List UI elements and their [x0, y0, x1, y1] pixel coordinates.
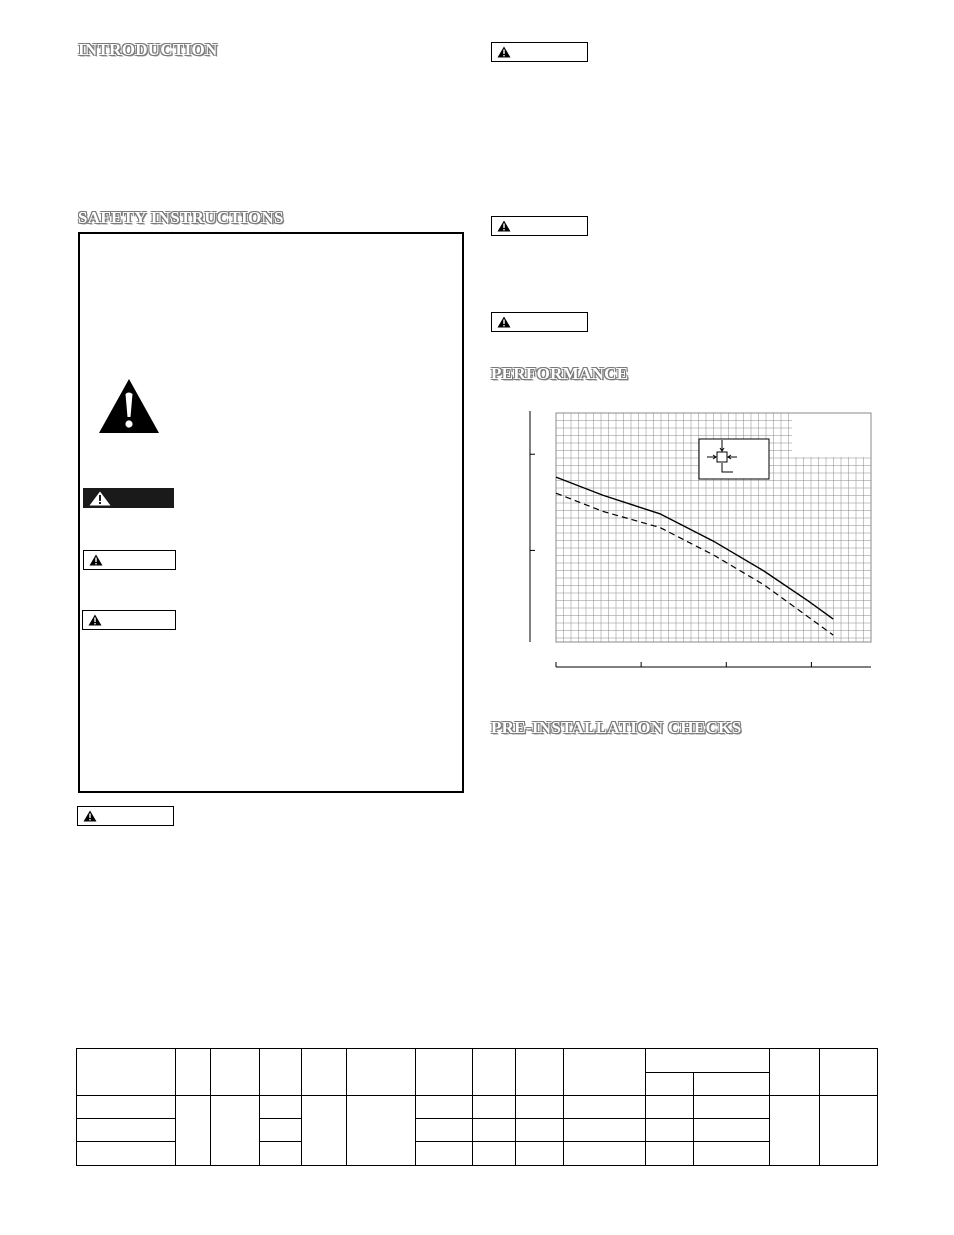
table-cell [516, 1096, 564, 1119]
table-cell [646, 1049, 770, 1073]
introduction-heading: INTRODUCTION [78, 40, 218, 59]
table-cell [302, 1096, 347, 1166]
axis-ticks [530, 454, 811, 667]
table-cell [516, 1049, 564, 1096]
warning-triangle-icon [497, 46, 511, 58]
table-cell [416, 1119, 473, 1142]
table-cell [770, 1049, 820, 1096]
chart-legend-cutout [792, 413, 871, 457]
specifications-table [76, 1048, 878, 1166]
table-cell [820, 1096, 878, 1166]
table-cell [176, 1096, 211, 1166]
table-cell [260, 1096, 302, 1119]
table-cell [347, 1049, 416, 1096]
table-cell [473, 1119, 516, 1142]
warning-triangle-icon [89, 554, 103, 566]
table-header-row [77, 1049, 878, 1073]
table-cell [473, 1049, 516, 1096]
table-cell [77, 1096, 176, 1119]
table-cell [77, 1119, 176, 1142]
danger-badge [83, 488, 174, 508]
table-cell [416, 1049, 473, 1096]
table-cell [473, 1096, 516, 1119]
caution-badge [491, 312, 588, 332]
table-cell [646, 1096, 694, 1119]
table-cell [260, 1142, 302, 1166]
warning-badge [491, 42, 588, 62]
safety-instructions-heading: SAFETY INSTRUCTIONS [78, 208, 284, 227]
table-cell [820, 1049, 878, 1096]
table-cell [564, 1049, 646, 1096]
warning-badge [491, 216, 588, 236]
table-cell [646, 1142, 694, 1166]
safety-instructions-box [78, 232, 464, 793]
performance-heading: PERFORMANCE [491, 364, 629, 383]
table-cell [77, 1142, 176, 1166]
warning-triangle-icon [89, 491, 111, 506]
table-cell [260, 1049, 302, 1096]
table-cell [694, 1096, 770, 1119]
table-cell [694, 1073, 770, 1096]
table-cell [770, 1096, 820, 1166]
table-cell [416, 1096, 473, 1119]
table-cell [646, 1073, 694, 1096]
table-cell [694, 1142, 770, 1166]
table-cell [646, 1119, 694, 1142]
caution-badge [82, 610, 176, 630]
table-cell [176, 1049, 211, 1096]
warning-badge [77, 806, 174, 826]
warning-triangle-icon [88, 614, 102, 626]
warning-badge [83, 550, 176, 570]
pressure-gauge-diagram [699, 439, 769, 479]
table-cell [260, 1119, 302, 1142]
table-cell [516, 1142, 564, 1166]
table-cell [694, 1119, 770, 1142]
table-cell [416, 1142, 473, 1166]
pre-installation-checks-heading: PRE-INSTALLATION CHECKS [491, 718, 742, 737]
table-cell [211, 1096, 260, 1166]
table-cell [473, 1142, 516, 1166]
performance-chart [515, 405, 880, 675]
table-row [77, 1096, 878, 1119]
table-cell [77, 1049, 176, 1096]
lower-performance-curve [556, 493, 833, 635]
table-cell [564, 1142, 646, 1166]
warning-triangle-icon [83, 810, 97, 822]
table-cell [211, 1049, 260, 1096]
table-cell [347, 1096, 416, 1166]
exclamation-triangle-icon [97, 377, 161, 435]
table-cell [302, 1049, 347, 1096]
table-cell [564, 1119, 646, 1142]
table-cell [564, 1096, 646, 1119]
warning-triangle-icon [497, 220, 511, 232]
warning-triangle-icon [497, 316, 511, 328]
table-cell [516, 1119, 564, 1142]
